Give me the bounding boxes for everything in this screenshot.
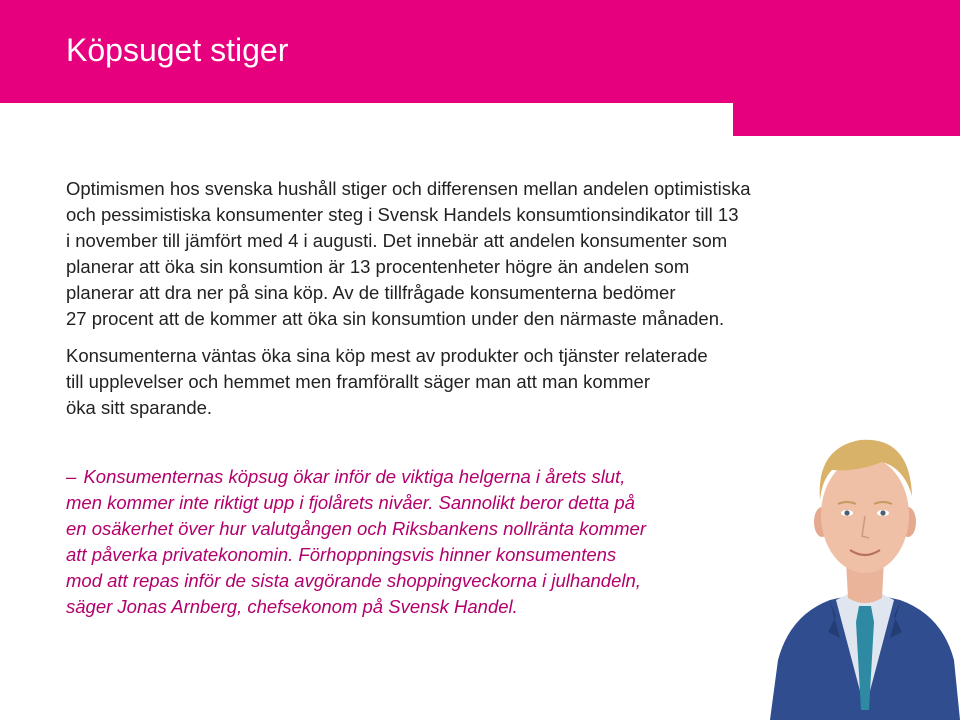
paragraph-line: 27 procent att de kommer att öka sin konsumtion under den närmaste månaden. (66, 308, 725, 329)
quote-line: mod att repas inför de sista avgörande shoppingveckorna i julhandeln, (66, 570, 641, 591)
paragraph-line: Konsumenterna väntas öka sina köp mest av produkter och tjänster relaterade (66, 345, 708, 366)
quote-dash: – (66, 466, 77, 487)
paragraph-line: i november till jämfört med 4 i augusti. Det innebär att andelen konsumenter som (66, 230, 728, 251)
header-accent-block (733, 103, 960, 136)
paragraph-line: öka sitt sparande. (66, 397, 213, 418)
paragraph-line: och pessimistiska konsumenter steg i Svensk Handels konsumtionsindikator till 13 (66, 204, 739, 225)
quote-line: säger Jonas Arnberg, chefsekonom på Svensk Handel. (66, 596, 518, 617)
paragraph-line: planerar att dra ner på sina köp. Av de tillfrågade konsumenterna bedömer (66, 282, 676, 303)
paragraph-line: planerar att öka sin konsumtion är 13 procentenheter högre än andelen som (66, 256, 690, 277)
slide-title: Köpsuget stiger (66, 32, 289, 68)
paragraph-optimism (66, 176, 846, 332)
quote-line: men kommer inte riktigt upp i fjolårets nivåer. Sannolikt beror detta på (66, 492, 635, 513)
paragraph-line: Optimismen hos svenska hushåll stiger och differensen mellan andelen optimistiska (66, 178, 751, 199)
portrait-photo (770, 410, 960, 720)
quote-line: en osäkerhet över hur valutgången och Riksbankens nollränta kommer (66, 518, 646, 539)
quote-block (66, 464, 756, 620)
quote-line: att påverka privatekonomin. Förhoppningsvis hinner konsumentens (66, 544, 617, 565)
quote-line-text: Konsumenternas köpsug ökar inför de viktiga helgerna i årets slut, (83, 466, 626, 487)
paragraph-consumption (66, 343, 846, 421)
paragraph-line: till upplevelser och hemmet men framförallt säger man att man kommer (66, 371, 650, 392)
quote-line (66, 464, 756, 490)
